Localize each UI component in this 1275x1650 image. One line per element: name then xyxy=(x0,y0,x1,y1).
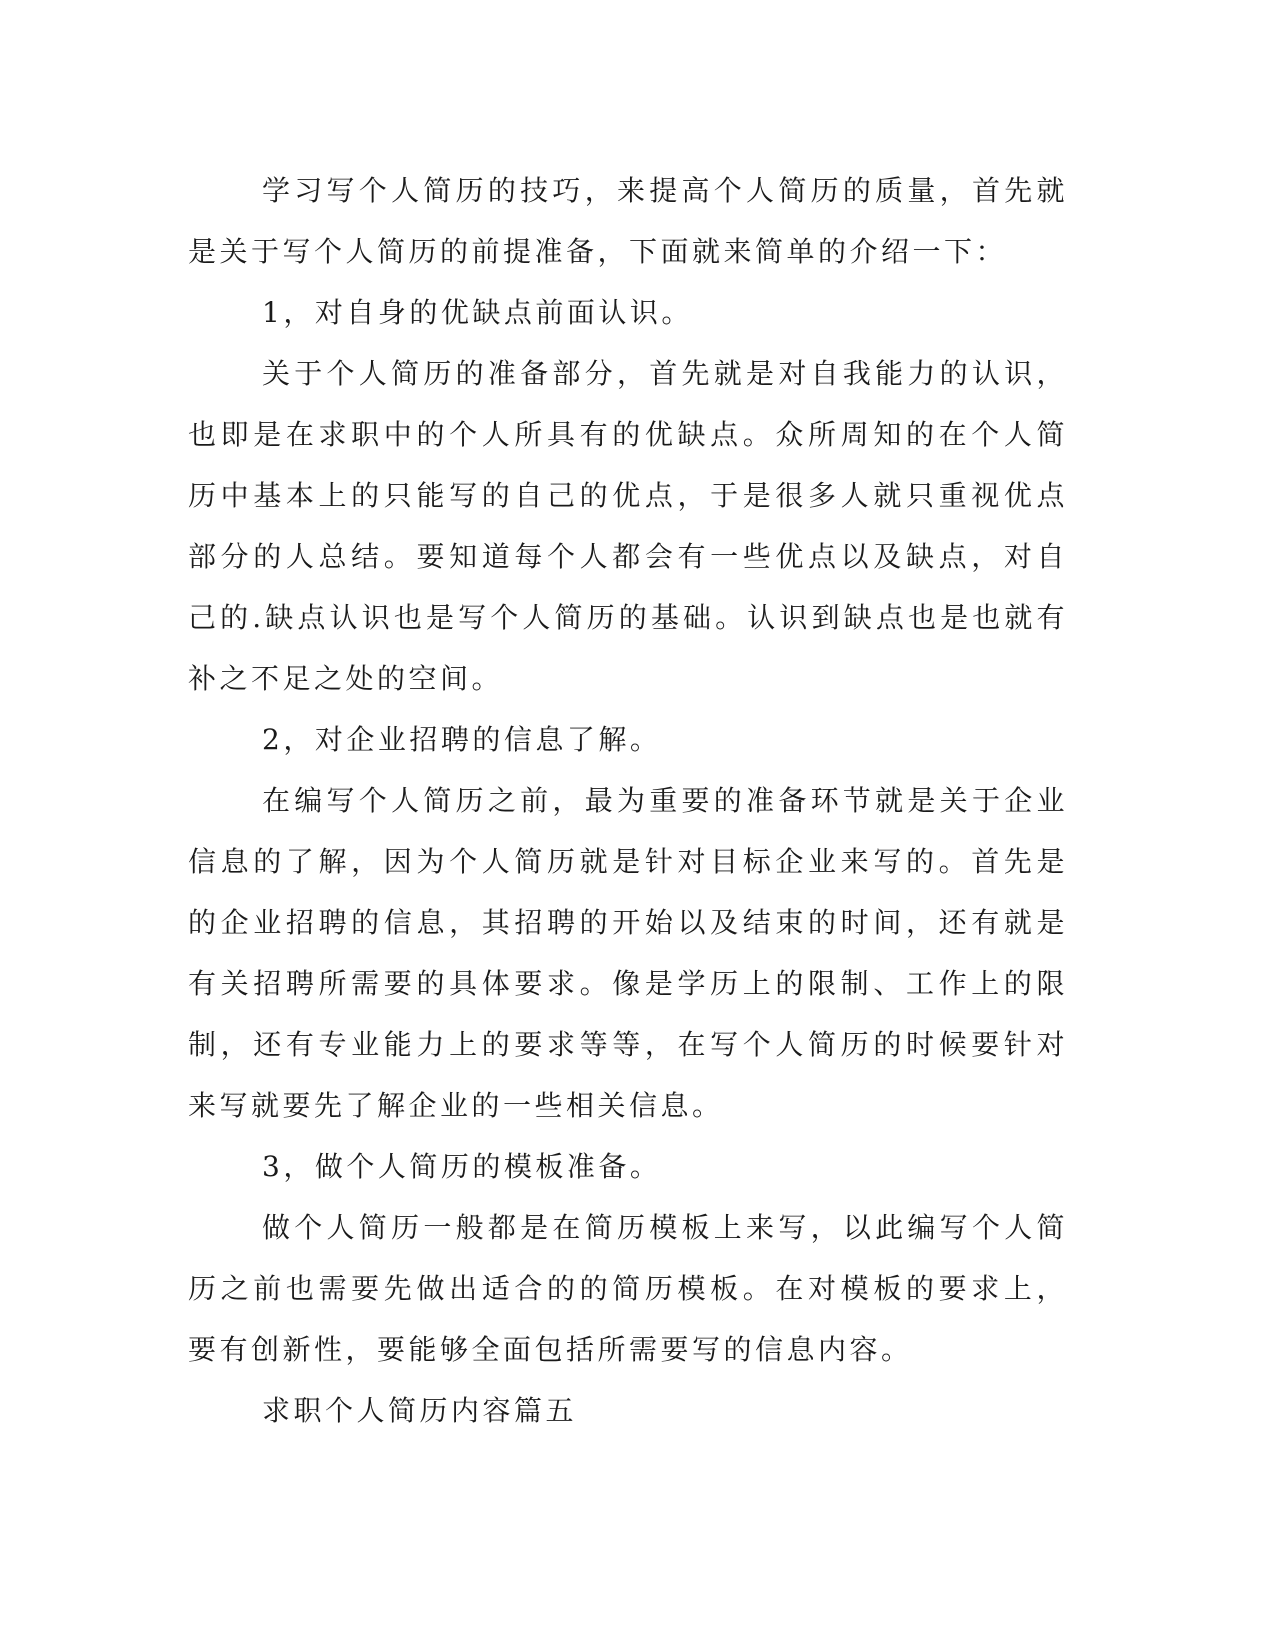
point-2-paragraph: 在编写个人简历之前，最为重要的准备环节就是关于企业信息的了解，因为个人简历就是针对目标企业来写的。首先是的企业招聘的信息，其招聘的开始以及结束的时间，还有就是有关招聘所需要的具体要求。像是学历上的限制、工作上的限制，还有专业能力上的要求等等，在写个人简历的时候要针对来写就要先了解企业的一些相关信息。 xyxy=(188,784,1068,1122)
point-3-paragraph: 做个人简历一般都是在简历模板上来写，以此编写个人简历之前也需要先做出适合的的简历模板。在对模板的要求上，要有创新性，要能够全面包括所需要写的信息内容。 xyxy=(188,1211,1068,1366)
point-1-heading: 1，对自身的优缺点前面认识。 xyxy=(262,296,693,329)
intro-paragraph: 学习写个人简历的技巧，来提高个人简历的质量，首先就是关于写个人简历的前提准备，下面就来简单的介绍一下： xyxy=(188,174,1068,268)
point-1-paragraph: 关于个人简历的准备部分，首先就是对自我能力的认识，也即是在求职中的个人所具有的优缺点。众所周知的在个人简历中基本上的只能写的自己的优点，于是很多人就只重视优点部分的人总结。要知道每个人都会有一些优点以及缺点，对自己的.缺点认识也是写个人简历的基础。认识到缺点也是也就有补之不足之处的空间。 xyxy=(188,357,1068,695)
document-body xyxy=(188,160,1068,1441)
point-2-heading: 2，对企业招聘的信息了解。 xyxy=(262,723,662,756)
section-title: 求职个人简历内容篇五 xyxy=(262,1394,578,1427)
point-3-heading: 3，做个人简历的模板准备。 xyxy=(262,1150,662,1183)
